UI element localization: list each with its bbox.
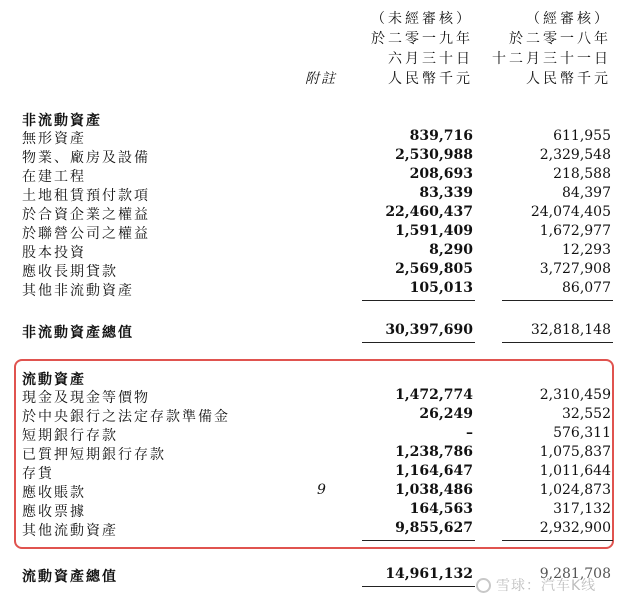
total-rule-2019 bbox=[362, 342, 475, 343]
row-value-2019: 1,164,647 bbox=[395, 463, 473, 479]
row-value-2019: 2,569,805 bbox=[395, 261, 473, 277]
col2-header-line4: 人民幣千元 bbox=[526, 71, 611, 87]
row-label: 於合資企業之權益 bbox=[22, 207, 150, 223]
row-label: 存貨 bbox=[22, 466, 54, 482]
row-label: 其他非流動資產 bbox=[22, 283, 134, 299]
row-label: 現金及現金等價物 bbox=[22, 390, 150, 406]
col1-header-line3: 六月三十日 bbox=[388, 51, 473, 67]
watermark-text: 雪球：汽车K线 bbox=[496, 578, 597, 594]
subtotal-rule-2019 bbox=[362, 300, 475, 301]
row-label: 物業、廠房及設備 bbox=[22, 150, 150, 166]
row-value-2019: 1,472,774 bbox=[395, 387, 473, 403]
row-value-2018: 12,293 bbox=[562, 242, 611, 258]
row-note: 9 bbox=[317, 482, 326, 498]
row-value-2018: 576,311 bbox=[553, 425, 611, 441]
row-value-2019: 1,038,486 bbox=[395, 482, 473, 498]
col1-header-line4: 人民幣千元 bbox=[388, 71, 473, 87]
row-value-2018: 86,077 bbox=[562, 280, 611, 296]
row-label: 於聯營公司之權益 bbox=[22, 226, 150, 242]
current-total-label: 流動資產總值 bbox=[22, 569, 118, 585]
non-current-total-label: 非流動資產總值 bbox=[22, 325, 134, 341]
non-current-section-title: 非流動資產 bbox=[22, 113, 102, 129]
current-total-2019: 14,961,132 bbox=[385, 566, 473, 582]
row-label: 應收票據 bbox=[22, 504, 86, 520]
subtotal-rule-2018 bbox=[502, 540, 613, 541]
row-value-2019: 2,530,988 bbox=[395, 147, 473, 163]
row-value-2018: 1,672,977 bbox=[539, 223, 611, 239]
row-value-2019: 8,290 bbox=[429, 242, 473, 258]
row-value-2019: 208,693 bbox=[409, 166, 473, 182]
row-value-2018: 317,132 bbox=[553, 501, 611, 517]
row-value-2019: 1,238,786 bbox=[395, 444, 473, 460]
row-value-2019: 164,563 bbox=[409, 501, 473, 517]
row-value-2018: 611,955 bbox=[553, 128, 611, 144]
row-value-2018: 1,075,837 bbox=[539, 444, 611, 460]
row-value-2018: 2,310,459 bbox=[539, 387, 611, 403]
non-current-total-2018: 32,818,148 bbox=[530, 322, 611, 338]
row-value-2019: 105,013 bbox=[409, 280, 473, 296]
row-value-2018: 218,588 bbox=[553, 166, 611, 182]
col2-header-line1: （經審核） bbox=[526, 11, 611, 27]
row-value-2018: 1,024,873 bbox=[539, 482, 611, 498]
row-value-2018: 32,552 bbox=[562, 406, 611, 422]
row-value-2018: 2,932,900 bbox=[539, 520, 611, 536]
col2-header-line3: 十二月三十一日 bbox=[492, 51, 611, 67]
row-value-2019: 26,249 bbox=[419, 406, 473, 422]
row-label: 土地租賃預付款項 bbox=[22, 188, 150, 204]
note-column-header: 附註 bbox=[305, 71, 337, 87]
row-label: 於中央銀行之法定存款準備金 bbox=[22, 409, 230, 425]
current-section-title: 流動資產 bbox=[22, 372, 86, 388]
total-rule-2019 bbox=[362, 586, 475, 587]
row-label: 已質押短期銀行存款 bbox=[22, 447, 166, 463]
snowball-logo-icon bbox=[476, 578, 491, 593]
row-label: 股本投資 bbox=[22, 245, 86, 261]
subtotal-rule-2019 bbox=[362, 540, 475, 541]
row-value-2018: 24,074,405 bbox=[530, 204, 611, 220]
row-value-2019: 83,339 bbox=[419, 185, 473, 201]
row-value-2019: 22,460,437 bbox=[385, 204, 473, 220]
row-value-2018: 2,329,548 bbox=[539, 147, 611, 163]
non-current-total-2019: 30,397,690 bbox=[385, 322, 473, 338]
current-total-2018: 9,281,708 bbox=[539, 566, 611, 582]
row-value-2018: 3,727,908 bbox=[539, 261, 611, 277]
row-label: 應收長期貸款 bbox=[22, 264, 118, 280]
row-label: 其他流動資產 bbox=[22, 523, 118, 539]
subtotal-rule-2018 bbox=[502, 300, 613, 301]
total-rule-2018 bbox=[502, 342, 613, 343]
col1-header-line2: 於二零一九年 bbox=[371, 31, 473, 47]
row-label: 在建工程 bbox=[22, 169, 86, 185]
row-value-2019: 9,855,627 bbox=[395, 520, 473, 536]
row-value-2019: 1,591,409 bbox=[395, 223, 473, 239]
col2-header-line2: 於二零一八年 bbox=[509, 31, 611, 47]
row-label: 短期銀行存款 bbox=[22, 428, 118, 444]
row-label: 無形資產 bbox=[22, 131, 86, 147]
row-value-2018: 1,011,644 bbox=[539, 463, 611, 479]
row-value-2018: 84,397 bbox=[562, 185, 611, 201]
row-value-2019: 839,716 bbox=[409, 128, 473, 144]
row-value-2019: – bbox=[466, 425, 473, 441]
col1-header-line1: （未經審核） bbox=[371, 11, 473, 27]
row-label: 應收賬款 bbox=[22, 485, 86, 501]
